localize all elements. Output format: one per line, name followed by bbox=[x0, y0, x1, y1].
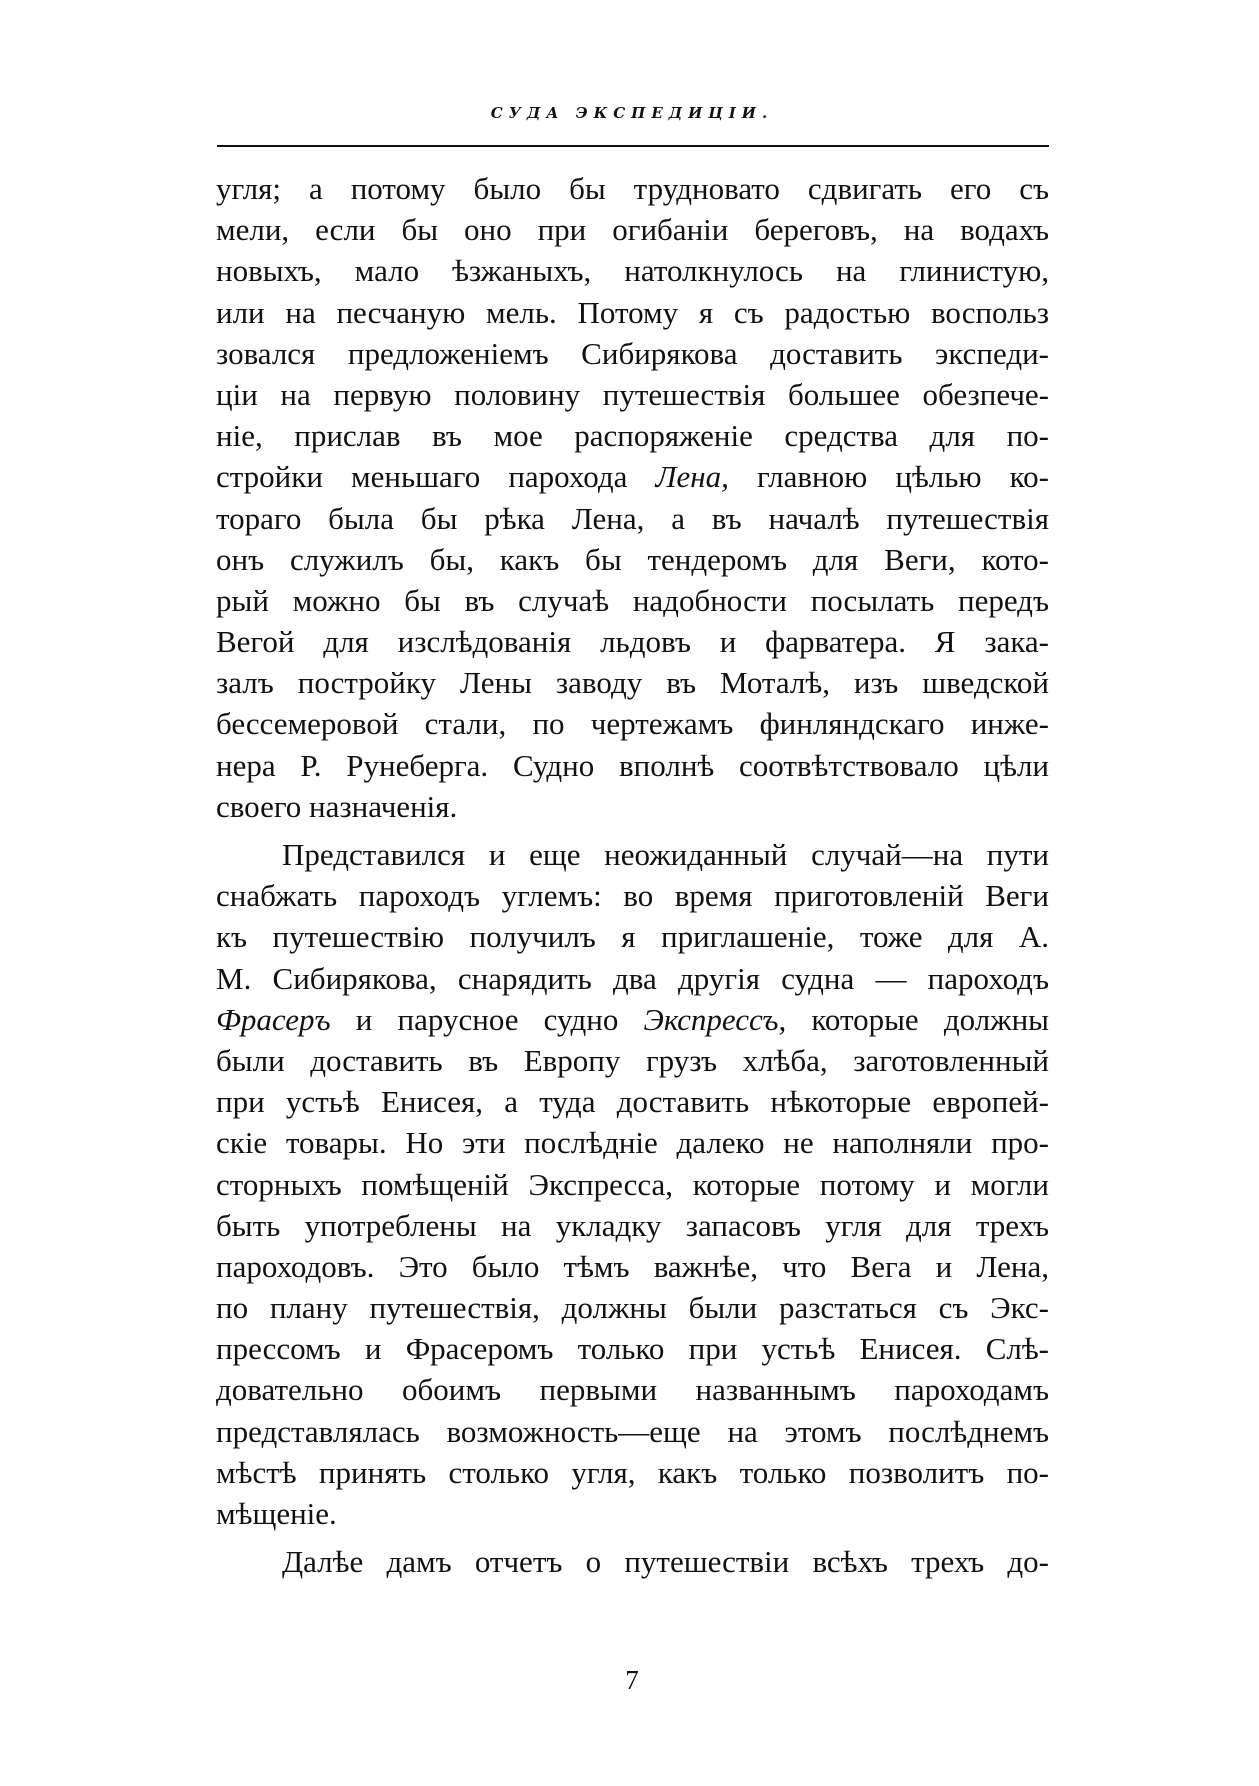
text-line: мѣстѣ принять столько угля, какъ только позволитъ по- bbox=[216, 1454, 1049, 1490]
text-line: своего назначенiя. bbox=[216, 788, 458, 824]
text-line: бессемеровой стали, по чертежамъ финляндскаго инже- bbox=[216, 706, 1049, 742]
text-line: мѣщенiе. bbox=[216, 1496, 337, 1531]
text-line: Вегой для изслѣдованiя льдовъ и фарватера. Я зака- bbox=[216, 624, 1049, 660]
header-rule bbox=[217, 145, 1049, 147]
text-line: цiи на первую половину путешествiя большее обезпече- bbox=[216, 376, 1049, 412]
paragraph bbox=[216, 1541, 1049, 1582]
text-line: тораго была бы рѣка Лена, а въ началѣ путешествiя bbox=[216, 500, 1049, 536]
text-line: угля; а потому было бы трудновато сдвигать его съ bbox=[216, 171, 1049, 206]
text-line: скiе товары. Но эти послѣднiе далеко не наполняли про- bbox=[216, 1125, 1049, 1161]
text-line: новыхъ, мало ѣзжаныхъ, натолкнулось на глинистую, bbox=[216, 253, 1049, 289]
running-head: СУДА ЭКСПЕДИЦIИ. bbox=[490, 104, 774, 122]
text-line: прессомъ и Фрасеромъ только при устьѣ Енисея. Слѣ- bbox=[216, 1331, 1049, 1367]
text-line: по плану путешествiя, должны были разстаться съ Экс- bbox=[216, 1290, 1049, 1326]
text-line: Представился и еще неожиданный случай—на пути bbox=[282, 837, 1049, 872]
text-line: быть употреблены на укладку запасовъ угля для трехъ bbox=[216, 1207, 1049, 1243]
text-line: нiе, прислав въ мое распоряженiе средства для по- bbox=[216, 418, 1049, 454]
paragraph bbox=[216, 834, 1049, 1534]
text-line: зовался предложенiемъ Сибирякова доставить экспеди- bbox=[216, 335, 1049, 371]
text-line: довательно обоимъ первыми названнымъ пароходамъ bbox=[216, 1372, 1049, 1408]
text-line: нера Р. Рунеберга. Судно вполнѣ соотвѣтствовало цѣли bbox=[216, 747, 1049, 783]
text-line: мели, если бы оно при огибанiи береговъ, на водахъ bbox=[216, 212, 1049, 248]
text-line: сторныхъ помѣщенiй Экспресса, которые потому и могли bbox=[216, 1166, 1049, 1202]
text-line: стройки меньшаго парохода Лена, главною цѣлью ко- bbox=[216, 459, 1049, 495]
text-line: снабжать пароходъ углемъ: во время приготовленiй Веги bbox=[216, 878, 1049, 914]
text-line: къ путешествiю получилъ я приглашенiе, тоже для А. bbox=[216, 919, 1049, 955]
text-line: пароходовъ. Это было тѣмъ важнѣе, что Вега и Лена, bbox=[216, 1248, 1049, 1284]
text-line: Далѣе дамъ отчетъ о путешествiи всѣхъ трехъ до- bbox=[282, 1544, 1049, 1580]
text-line: Фрасеръ и парусное судно Экспрессъ, которые должны bbox=[216, 1001, 1049, 1037]
text-line: М. Сибирякова, снарядить два другiя судна — пароходъ bbox=[216, 960, 1049, 996]
text-line: были доставить въ Европу грузъ хлѣба, заготовленный bbox=[216, 1042, 1049, 1078]
text-line: представлялась возможность—еще на этомъ послѣднемъ bbox=[216, 1413, 1049, 1449]
text-line: залъ постройку Лены заводу въ Моталѣ, изъ шведской bbox=[216, 665, 1049, 701]
paragraph bbox=[216, 168, 1049, 827]
text-line: при устьѣ Енисея, а туда доставить нѣкоторые европей- bbox=[216, 1084, 1049, 1120]
text-line: онъ служилъ бы, какъ бы тендеромъ для Веги, кото- bbox=[216, 541, 1049, 577]
text-line: или на песчаную мель. Потому я съ радостью воспольз bbox=[216, 294, 1049, 330]
text-line: рый можно бы въ случаѣ надобности посылать передъ bbox=[216, 582, 1049, 618]
page-number: 7 bbox=[625, 1665, 639, 1695]
body-text bbox=[216, 168, 1049, 1582]
